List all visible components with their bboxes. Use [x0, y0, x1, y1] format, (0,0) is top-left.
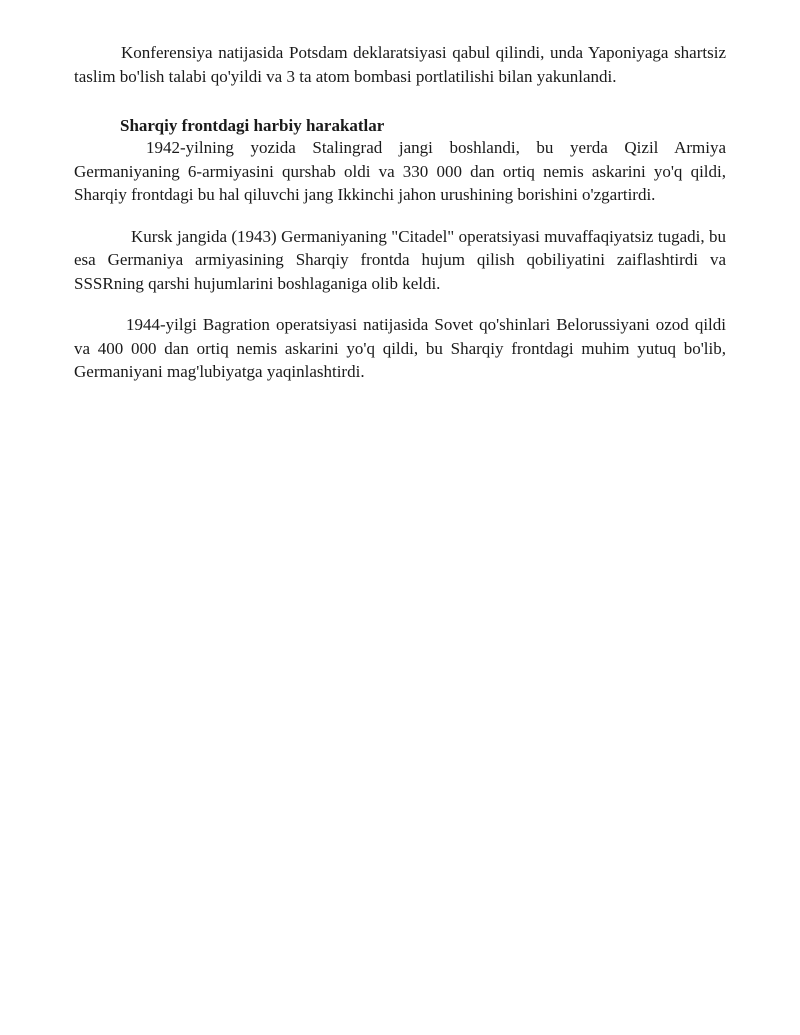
paragraph-potsdam: Konferensiya natijasida Potsdam deklaratsiyasi qabul qilindi, unda Yaponiyaga shartsiz taslim bo'lish talabi qo'yildi va 3 ta atom bombasi portlatilishi bilan yakunlandi. — [74, 43, 726, 86]
section-heading: Sharqiy frontdagi harbiy harakatlar — [120, 116, 385, 135]
document-page — [74, 41, 726, 384]
paragraph-bagration: 1944-yilgi Bagration operatsiyasi natijasida Sovet qo'shinlari Belorussiyani ozod qildi va 400 000 dan ortiq nemis askarini yo'q qildi, bu Sharqiy frontdagi muhim yutuq bo'lib, Germaniyani mag'lubiyatga yaqinlashtirdi. — [74, 315, 726, 381]
paragraph-stalingrad: 1942-yilning yozida Stalingrad jangi boshlandi, bu yerda Qizil Armiya Germaniyaning 6-armiyasini qurshab oldi va 330 000 dan ortiq nemis askarini yo'q qildi, Sharqiy frontdagi bu hal qiluvchi jang Ikkinchi jahon urushining borishini o'zgartirdi. — [74, 138, 726, 204]
paragraph-kursk: Kursk jangida (1943) Germaniyaning "Citadel" operatsiyasi muvaffaqiyatsiz tugadi, bu esa Germaniya armiyasining Sharqiy frontda hujum qilish qobiliyatini zaiflashtirdi va SSSRning qarshi hujumlarini boshlaganiga olib keldi. — [74, 226, 726, 293]
